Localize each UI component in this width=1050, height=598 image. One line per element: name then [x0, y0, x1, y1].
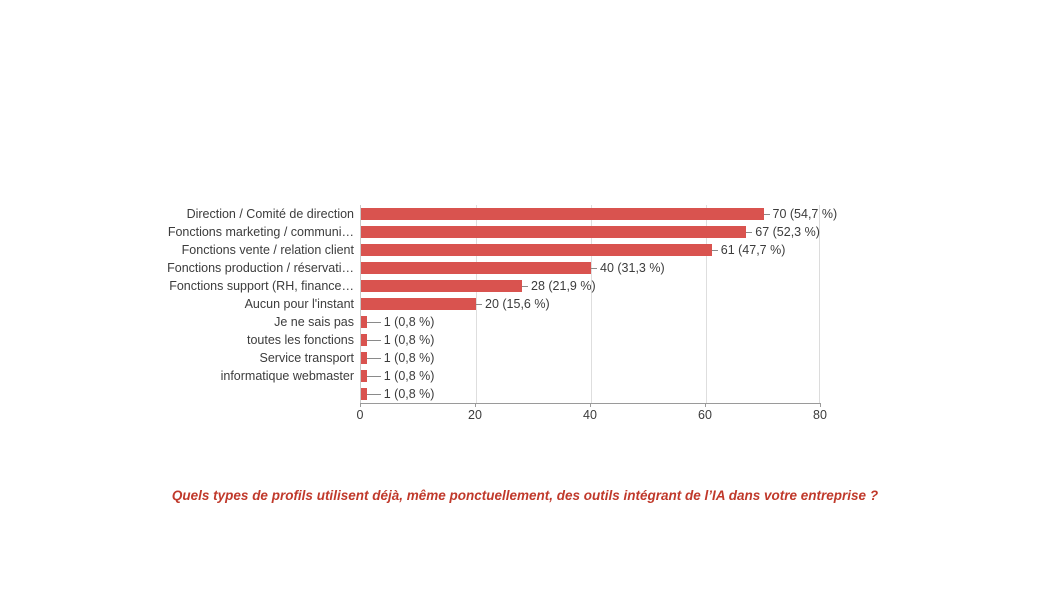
bar-value-label: 1 (0,8 %) [383, 369, 435, 383]
leader-line [367, 394, 381, 395]
category-label: Aucun pour l'instant [244, 297, 354, 311]
bar [361, 298, 476, 310]
leader-line [367, 358, 381, 359]
leader-line [367, 376, 381, 377]
bar-rows [361, 205, 838, 403]
bar [361, 226, 746, 238]
bar-chart [120, 195, 880, 445]
category-axis-labels [120, 205, 360, 403]
bar [361, 208, 764, 220]
x-tick-label: 0 [356, 408, 364, 422]
category-label [120, 385, 360, 403]
bar-value-label: 28 (21,9 %) [531, 279, 596, 293]
category-label: toutes les fonctions [246, 333, 354, 347]
bar-row [361, 331, 819, 349]
x-tick-label: 40 [583, 408, 597, 422]
bar-value-label: 1 (0,8 %) [383, 315, 435, 329]
category-label: Fonctions vente / relation client [181, 243, 354, 257]
category-label: Direction / Comité de direction [186, 207, 354, 221]
x-tick [590, 403, 591, 407]
bar [361, 262, 591, 274]
x-tick-label: 60 [698, 408, 712, 422]
bar-row [361, 241, 819, 259]
x-tick [475, 403, 476, 407]
bar-row [361, 259, 819, 277]
chart-plot-wrapper [120, 195, 880, 445]
x-tick [360, 403, 361, 407]
bar-value-label: 40 (31,3 %) [600, 261, 665, 275]
x-tick-label: 80 [813, 408, 827, 422]
bar-row [361, 223, 819, 241]
x-tick-label: 20 [468, 408, 482, 422]
category-label: Fonctions support (RH, finance… [169, 279, 354, 293]
bar [361, 280, 522, 292]
bar-value-label: 61 (47,7 %) [720, 243, 786, 257]
category-label: Service transport [259, 351, 354, 365]
leader-line [367, 322, 381, 323]
bar-row [361, 313, 819, 331]
bar-value-label: 70 (54,7 %) [772, 207, 838, 221]
category-label: Fonctions production / réservati… [167, 261, 354, 275]
bar [361, 244, 712, 256]
category-label: Je ne sais pas [274, 315, 354, 329]
bar-value-label: 1 (0,8 %) [383, 333, 435, 347]
plot-region [360, 205, 838, 403]
bar-row [361, 367, 819, 385]
leader-line [367, 340, 381, 341]
bar-value-label: 1 (0,8 %) [383, 351, 435, 365]
category-label: Fonctions marketing / communi… [167, 225, 354, 239]
bar-value-label: 20 (15,6 %) [485, 297, 550, 311]
chart-caption: Quels types de profils utilisent déjà, même ponctuellement, des outils intégrant de l’IA dans votre entreprise ? [171, 488, 879, 503]
bar-row [361, 205, 838, 223]
bar-value-label: 67 (52,3 %) [755, 225, 820, 239]
bar-row [361, 349, 819, 367]
x-tick [705, 403, 706, 407]
category-label: informatique webmaster [220, 369, 354, 383]
bar-row [361, 277, 819, 295]
bar-row [361, 385, 819, 403]
bar-row [361, 295, 819, 313]
bar-value-label: 1 (0,8 %) [383, 387, 435, 401]
x-tick [820, 403, 821, 407]
